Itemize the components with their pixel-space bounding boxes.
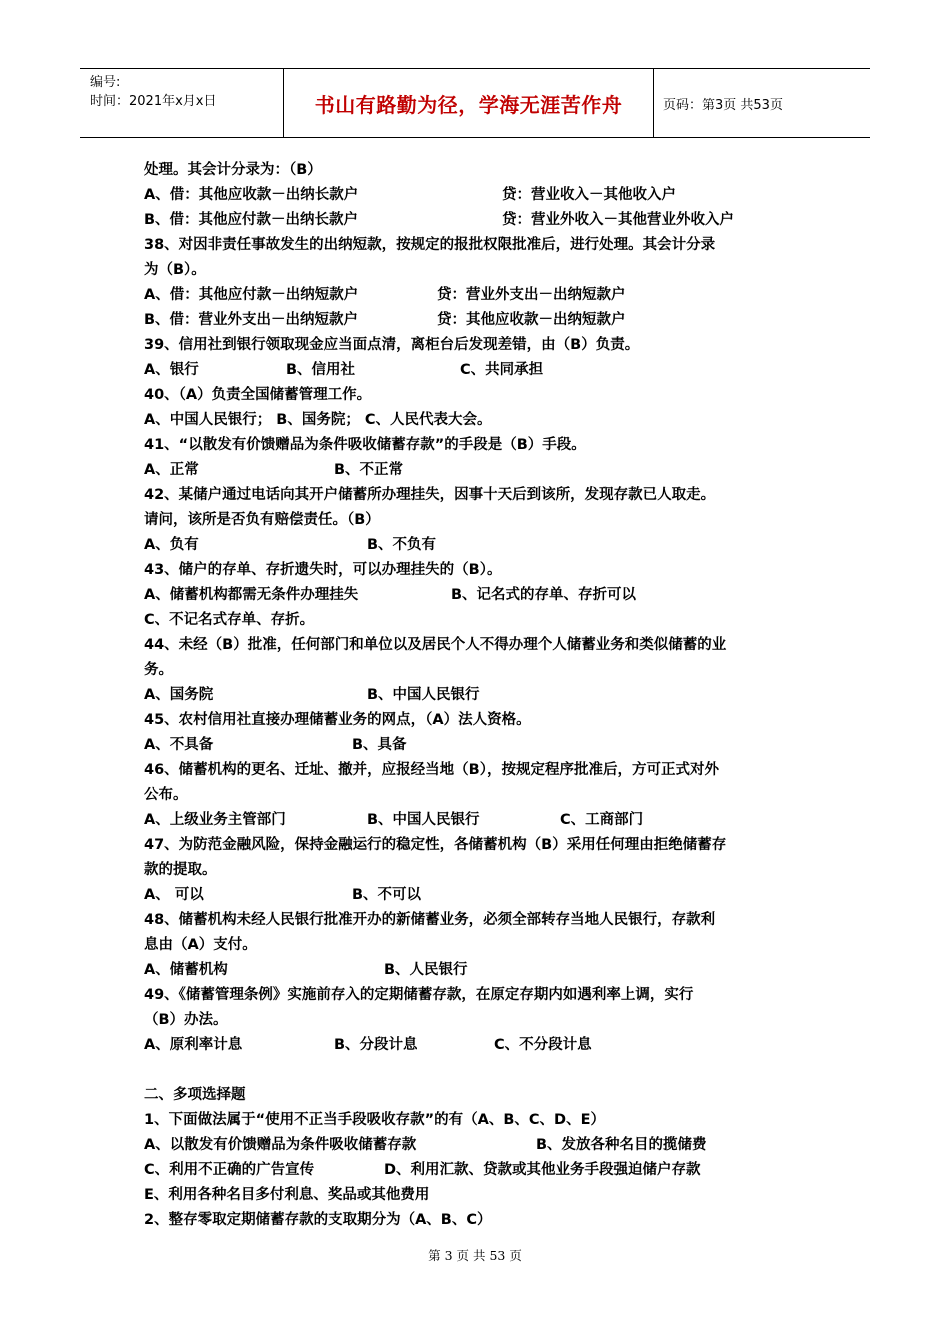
text-line — [144, 608, 814, 633]
line-segment: B、借：营业外支出－出纳短款户 — [144, 312, 359, 328]
line-segment: A、以散发有价馈赠品为条件吸收储蓄存款 — [144, 1137, 417, 1153]
line-segment: 务。 — [144, 662, 173, 678]
text-line — [144, 308, 814, 333]
line-segment: 公布。 — [144, 787, 188, 803]
line-segment: 贷：其他应收款－出纳短款户 — [437, 312, 626, 328]
line-segment: 46、储蓄机构的更名、迁址、撤并，应报经当地（B），按规定程序批准后，方可正式对外 — [144, 762, 719, 778]
text-line — [144, 483, 814, 508]
text-line — [144, 283, 814, 308]
line-segment: B、不正常 — [334, 462, 404, 478]
text-line — [144, 533, 814, 558]
text-line — [144, 433, 814, 458]
text-line — [144, 833, 814, 858]
text-line — [144, 1183, 814, 1208]
line-segment: A、负有 — [144, 537, 199, 553]
line-segment: 45、农村信用社直接办理储蓄业务的网点，（A）法人资格。 — [144, 712, 531, 728]
text-line — [144, 233, 814, 258]
line-segment: 38、对因非责任事故发生的出纳短款，按规定的报批权限批准后，进行处理。其会计分录 — [144, 237, 716, 253]
text-line — [144, 258, 814, 283]
line-segment: 43、储户的存单、存折遗失时，可以办理挂失的（B）。 — [144, 562, 502, 578]
text-line — [144, 1133, 814, 1158]
line-segment: E、利用各种名目多付利息、奖品或其他费用 — [144, 1187, 430, 1203]
line-segment: 42、某储户通过电话向其开户储蓄所办理挂失，因事十天后到该所，发现存款已人取走。 — [144, 487, 716, 503]
line-segment: 请问，该所是否负有赔偿责任。（B） — [144, 512, 380, 528]
text-line — [144, 183, 814, 208]
line-segment: 1、下面做法属于“使用不正当手段吸收存款”的有（A、B、C、D、E） — [144, 1112, 606, 1128]
line-segment: 贷：营业外支出－出纳短款户 — [437, 287, 626, 303]
text-line — [144, 733, 814, 758]
text-line — [144, 158, 814, 183]
line-segment: A、借：其他应收款－出纳长款户 — [144, 187, 359, 203]
line-segment: C、工商部门 — [560, 812, 644, 828]
text-line — [144, 358, 814, 383]
line-segment: A、中国人民银行； B、国务院； C、人民代表大会。 — [144, 412, 492, 428]
text-line — [144, 758, 814, 783]
text-line — [144, 208, 814, 233]
header-motto: 书山有路勤为径，学海无涯苦作舟 — [283, 69, 654, 137]
header-meta — [80, 69, 283, 137]
text-line — [144, 1033, 814, 1058]
time-label: 时间：2021年x月x日 — [90, 94, 217, 109]
line-segment: 为（B）。 — [144, 262, 206, 278]
text-line — [144, 858, 814, 883]
line-segment: A、不具备 — [144, 737, 214, 753]
text-line — [144, 683, 814, 708]
header-page-code: 页码：第3页 共53页 — [663, 97, 783, 113]
line-segment: A、国务院 — [144, 687, 214, 703]
line-segment: D、利用汇款、贷款或其他业务手段强迫储户存款 — [384, 1162, 701, 1178]
text-line — [144, 583, 814, 608]
text-line — [144, 933, 814, 958]
line-segment: C、不记名式存单、存折。 — [144, 612, 315, 628]
text-line — [144, 708, 814, 733]
line-segment: B、中国人民银行 — [367, 687, 480, 703]
line-segment: B、信用社 — [286, 362, 356, 378]
line-segment: 49、《储蓄管理条例》实施前存入的定期储蓄存款，在原定存期内如遇利率上调，实行 — [144, 987, 694, 1003]
line-segment: 二、多项选择题 — [144, 1087, 246, 1103]
text-line — [144, 1083, 814, 1108]
line-segment: A、原利率计息 — [144, 1037, 243, 1053]
line-segment: 2、整存零取定期储蓄存款的支取期分为（A、B、C） — [144, 1212, 492, 1228]
text-line — [144, 1108, 814, 1133]
line-segment: 贷：营业外收入－其他营业外收入户 — [502, 212, 734, 228]
text-line — [144, 558, 814, 583]
text-line — [144, 333, 814, 358]
line-segment: 款的提取。 — [144, 862, 217, 878]
line-segment: 息由（A）支付。 — [144, 937, 257, 953]
line-segment: B、发放各种名目的揽储费 — [536, 1137, 707, 1153]
text-line — [144, 808, 814, 833]
line-segment: 处理。其会计分录为：（B） — [144, 162, 322, 178]
text-line — [144, 883, 814, 908]
line-segment: A、上级业务主管部门 — [144, 812, 286, 828]
line-segment: B、分段计息 — [334, 1037, 418, 1053]
line-segment: A、储蓄机构都需无条件办理挂失 — [144, 587, 359, 603]
text-line — [144, 783, 814, 808]
line-segment: B、不负有 — [367, 537, 437, 553]
line-segment: A、正常 — [144, 462, 199, 478]
text-line — [144, 383, 814, 408]
text-line — [144, 1208, 814, 1233]
line-segment: B、人民银行 — [384, 962, 468, 978]
text-line — [144, 983, 814, 1008]
line-segment: 贷：营业收入－其他收入户 — [502, 187, 676, 203]
text-line — [144, 908, 814, 933]
line-segment: 40、（A）负责全国储蓄管理工作。 — [144, 387, 372, 403]
line-segment: 47、为防范金融风险，保持金融运行的稳定性，各储蓄机构（B）采用任何理由拒绝储蓄存 — [144, 837, 727, 853]
line-segment: C、利用不正确的广告宣传 — [144, 1162, 315, 1178]
page-header — [80, 68, 870, 138]
text-line — [144, 458, 814, 483]
line-segment: 39、信用社到银行领取现金应当面点清，离柜台后发现差错，由（B）负责。 — [144, 337, 640, 353]
text-line — [144, 633, 814, 658]
blank-line — [144, 1058, 814, 1083]
document-body — [144, 158, 814, 1233]
line-segment: 48、储蓄机构未经人民银行批准开办的新储蓄业务，必须全部转存当地人民银行，存款利 — [144, 912, 716, 928]
line-segment: B、借：其他应付款－出纳长款户 — [144, 212, 359, 228]
line-segment: B、中国人民银行 — [367, 812, 480, 828]
line-segment: A、银行 — [144, 362, 199, 378]
line-segment: C、不分段计息 — [494, 1037, 592, 1053]
text-line — [144, 508, 814, 533]
line-segment: B、具备 — [352, 737, 407, 753]
text-line — [144, 958, 814, 983]
number-label: 编号: — [90, 75, 121, 90]
line-segment: A、 可以 — [144, 887, 204, 903]
line-segment: C、共同承担 — [460, 362, 544, 378]
text-line — [144, 1158, 814, 1183]
page-footer: 第 3 页 共 53 页 — [428, 1248, 522, 1263]
text-line — [144, 658, 814, 683]
line-segment: 41、“以散发有价馈赠品为条件吸收储蓄存款”的手段是（B）手段。 — [144, 437, 586, 453]
line-segment: A、储蓄机构 — [144, 962, 228, 978]
line-segment: 44、未经（B）批准，任何部门和单位以及居民个人不得办理个人储蓄业务和类似储蓄的业 — [144, 637, 727, 653]
line-segment: B、不可以 — [352, 887, 422, 903]
line-segment: A、借：其他应付款－出纳短款户 — [144, 287, 359, 303]
text-line — [144, 1008, 814, 1033]
text-line — [144, 408, 814, 433]
line-segment: B、记名式的存单、存折可以 — [451, 587, 637, 603]
line-segment: （B）办法。 — [144, 1012, 228, 1028]
